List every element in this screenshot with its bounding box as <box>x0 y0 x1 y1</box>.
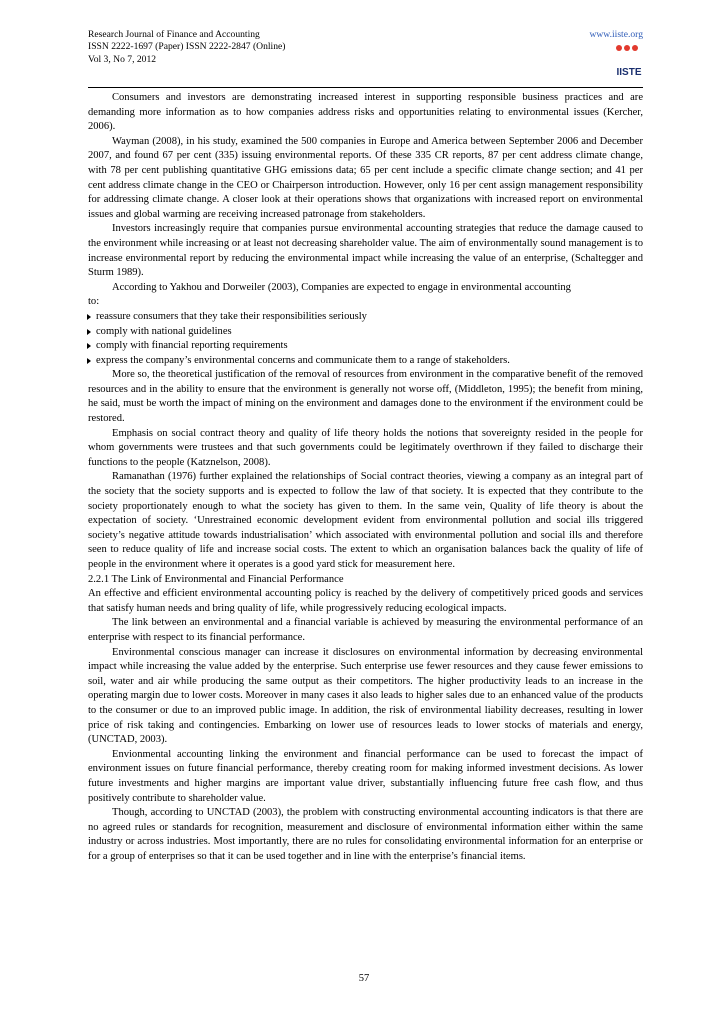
section-heading: 2.2.1 The Link of Environmental and Financial Performance <box>88 573 344 585</box>
paragraph-investors: Investors increasingly require that companies pursue environmental accounting strategies that reduce the damage caused to the environment while increasing or at least not decreasing shareholder value. The aim of environmentally sound management is to increase environmental report by reducing the environmental impact while increasing the value of an enterprise, (Schaltegger and Sturm 1989). <box>88 223 643 279</box>
paragraph-wayman: Wayman (2008), in his study, examined the 500 companies in Europe and America between September 2006 and December 2007, and found 67 per cent (335) issuing environmental reports. Of these 335 CR reports, 87 per cent address climate change, with 78 per cent publishing quantitative GHG emissions data; 65 per cent include a specific climate change section; and 41 per cent address climate change in the CEO or Chairperson introduction. However, only 16 per cent assign management responsibility for addressing climate change. A closer look at their operations shows that organizations with increased report on environmental issues and global warming are receiving increased patronage from stakeholders. <box>88 135 643 220</box>
list-item <box>88 339 643 354</box>
list-item <box>88 325 643 340</box>
iiste-logo-icon <box>615 44 643 80</box>
paragraph-though: Though, according to UNCTAD (2003), the problem with constructing environmental accounting indicators is that there are no agreed rules or standards for recognition, measurement and disclosure of environmental information either within the same industry or across industries. Most importantly, there are no rules for consolidating environmental information for an enterprise or for a group of enterprises so that it can be used together and in line with the enterprise’s financial items. <box>88 807 643 862</box>
volume-line: Vol 3, No 7, 2012 <box>88 53 157 65</box>
paragraph-effective: An effective and efficient environmental accounting policy is reached by the delivery of competitively priced goods and services that satisfy human needs and bring quality of life, while progressively reducing ecological impacts. <box>88 588 643 614</box>
article-body <box>88 91 643 864</box>
issn-line: ISSN 2222-1697 (Paper) ISSN 2222-2847 (Online) <box>88 41 286 53</box>
journal-name: Research Journal of Finance and Accounting <box>88 29 260 40</box>
journal-url-link[interactable]: www.iiste.org <box>589 29 643 40</box>
list-item-text: comply with financial reporting requirements <box>96 340 288 352</box>
header-rule <box>88 87 643 88</box>
list-item-text: reassure consumers that they take their responsibilities seriously <box>96 310 367 322</box>
bullet-list <box>88 310 643 368</box>
list-item <box>88 354 643 369</box>
bullet-arrow-icon <box>87 329 91 335</box>
paragraph-envionmental: Envionmental accounting linking the environment and financial performance can be used to forecast the impact of environment issues on future financial performance, thereby creating room for making informed investment decisions. As lower future investments and higher margins are important value driver, substantially influencing future free cash flow, and thus positively contribute to shareholder value. <box>88 748 643 804</box>
paragraph-consumers: Consumers and investors are demonstrating increased interest in supporting responsible business practices and are demanding more information as to how companies address risks and opportunities relating to environmental issues (Kercher, 2006). <box>88 92 643 133</box>
bullet-arrow-icon <box>87 358 91 364</box>
page-header <box>88 29 643 85</box>
list-item-text: comply with national guidelines <box>96 325 232 337</box>
bullet-arrow-icon <box>87 314 91 320</box>
list-item <box>88 310 643 325</box>
paragraph-yakhou: According to Yakhou and Dorweiler (2003), Companies are expected to engage in environmental accounting <box>112 281 571 293</box>
paragraph-conscious-manager: Environmental conscious manager can increase it disclosures on environmental information by decreasing environmental impact while increasing the value added by the enterprise. Such enterprise use fewer resources and they cause fewer emissions to soil, water and air while producing the same output as their competitors. The higher productivity leads to an increase in the operating margin due to lower costs. Moreover in many cases it also leads to higher sales due to an enhanced value of the products to the consumer or due to an improved public image. In addition, the risk of environmental liability decreases, resulting in lower price of risk taking and contingencies. Embarking on lower use of resources leads to lower stocks of materials and energy, (UNCTAD, 2003). <box>88 646 643 746</box>
bullet-arrow-icon <box>87 343 91 349</box>
logo-text: IISTE <box>616 67 642 78</box>
page-number: 57 <box>358 973 370 984</box>
paragraph-emphasis: Emphasis on social contract theory and quality of life theory holds the notions that sovereignty resided in the people for whom governments were trustees and that such governments could be legitimately overthrown if they failed to discharge their functions to the people (Katznelson, 2008). <box>88 427 643 468</box>
list-item-text: express the company’s environmental concerns and communicate them to a range of stakeholders. <box>96 354 510 366</box>
paragraph-more-so: More so, the theoretical justification of the removal of resources from environment in the comparative benefit of the removed resources and in the ability to ensure that the environment is generally not worse off, (Middleton, 1995); the benefit from mining, he said, must be worth the impact of mining on the environment and damages done to the environment if the environment could be restored. <box>88 369 643 425</box>
paragraph-link: The link between an environmental and a financial variable is achieved by measuring the environmental performance of an enterprise with respect to its financial performance. <box>88 617 643 643</box>
paragraph-yakhou-tail: to: <box>88 296 100 308</box>
paragraph-ramanathan: Ramanathan (1976) further explained the relationships of Social contract theories, viewing a company as an integral part of the society that the society supports and is expected to follow the law of that society. It is expected that they contribute to the society proportionately enough to what the society has given to them. In the same vein, Quality of life theory is about the expectation of society. ‘Unrestrained economic development evident from environmental pollution and social ills triggered society’s negative attitude towards industrialisation’ which associated with environmental pollution and social ills and therefore seen to reduce quality of life and increase social costs. The extent to which an organisation balances back the quality of life of people in the environment where it operates is a good yard stick for measurement here. <box>88 471 643 570</box>
